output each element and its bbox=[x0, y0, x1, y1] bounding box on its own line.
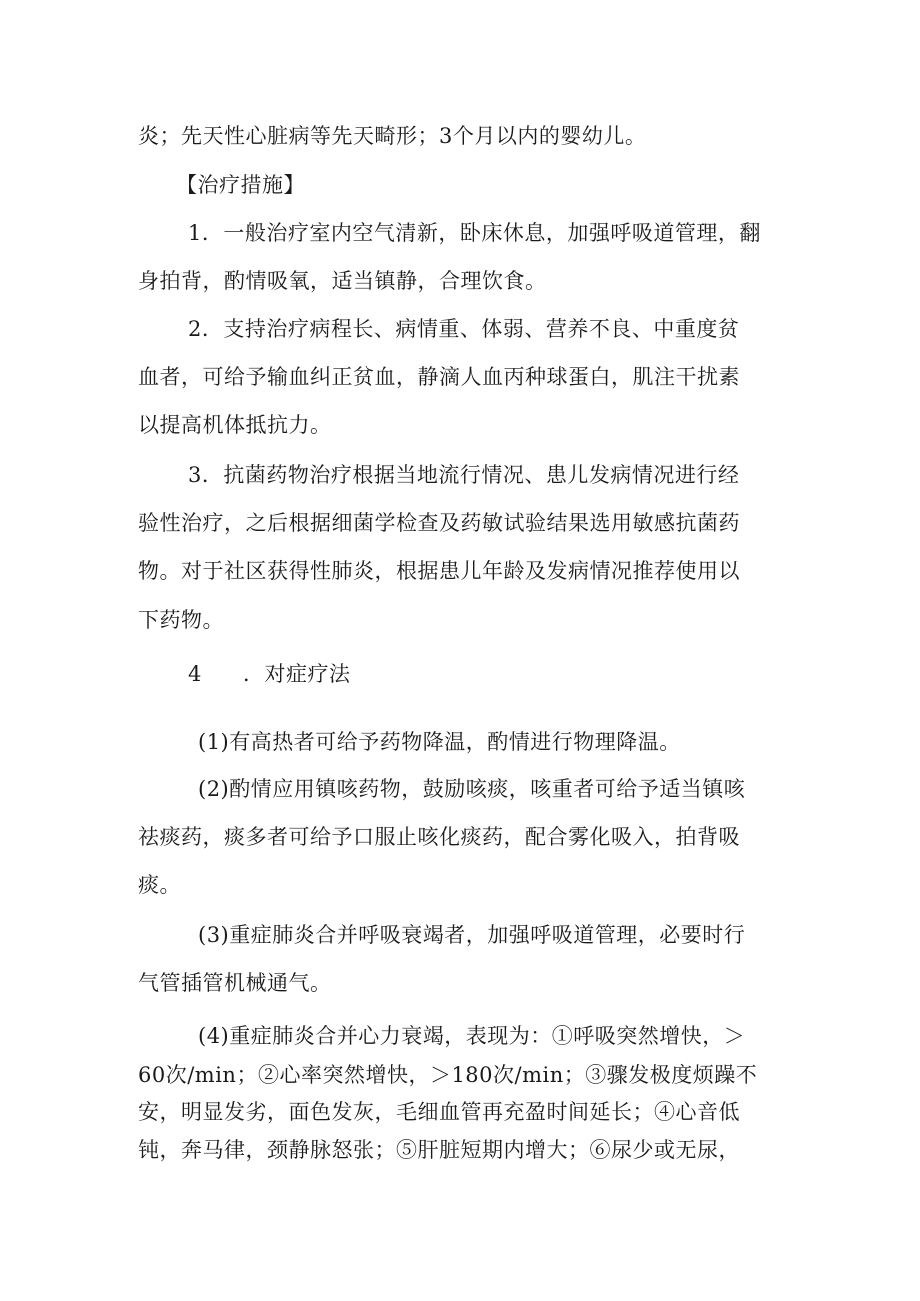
text-line: 钝，奔马律，颈静脉怒张；⑤肝脏短期内增大；⑥尿少或无尿， bbox=[138, 1138, 740, 1162]
text-line: 60次/min；②心率突然增快，＞180次/min；③骤发极度烦躁不 bbox=[138, 1063, 758, 1087]
text-line: 血者，可给予输血纠正贫血，静滴人血丙种球蛋白，肌注干扰素 bbox=[138, 365, 740, 389]
text-line: 安，明显发劣，面色发灰，毛细血管再充盈时间延长；④心音低 bbox=[138, 1100, 740, 1124]
text-line: 验性治疗，之后根据细菌学检查及药敏试验结果选用敏感抗菌药 bbox=[138, 511, 740, 535]
text-line: 痰。 bbox=[138, 873, 181, 897]
text-line: 祛痰药，痰多者可给予口服止咳化痰药，配合雾化吸入，拍背吸 bbox=[138, 825, 740, 849]
text-line: (2)酌情应用镇咳药物，鼓励咳痰，咳重者可给予适当镇咳 bbox=[198, 777, 746, 801]
text-line: 气管插管机械通气。 bbox=[138, 971, 332, 995]
text-line: 下药物。 bbox=[138, 608, 224, 632]
text-line: 2．支持治疗病程长、病情重、体弱、营养不良、中重度贫 bbox=[188, 317, 740, 341]
text-line: 以提高机体抵抗力。 bbox=[138, 413, 332, 437]
text-line: 身拍背，酌情吸氧，适当镇静，合理饮食。 bbox=[138, 269, 547, 293]
item-number: 4 bbox=[188, 662, 202, 686]
section-heading: 【治疗措施】 bbox=[176, 173, 305, 197]
text-line: (4)重症肺炎合并心力衰竭，表现为：①呼吸突然增快，＞ bbox=[198, 1024, 746, 1048]
text-line: (1)有高热者可给予药物降温，酌情进行物理降温。 bbox=[198, 730, 681, 754]
text-line: 炎；先天性心脏病等先天畸形；3个月以内的婴幼儿。 bbox=[138, 124, 647, 148]
item-title: ．对症疗法 bbox=[243, 662, 351, 686]
text-line: 1．一般治疗室内空气清新，卧床休息，加强呼吸道管理，翻 bbox=[188, 221, 761, 245]
text-line: 3．抗菌药物治疗根据当地流行情况、患儿发病情况进行经 bbox=[188, 463, 740, 487]
text-line: 物。对于社区获得性肺炎，根据患儿年龄及发病情况推荐使用以 bbox=[138, 559, 740, 583]
text-line: (3)重症肺炎合并呼吸衰竭者，加强呼吸道管理，必要时行 bbox=[198, 923, 746, 947]
